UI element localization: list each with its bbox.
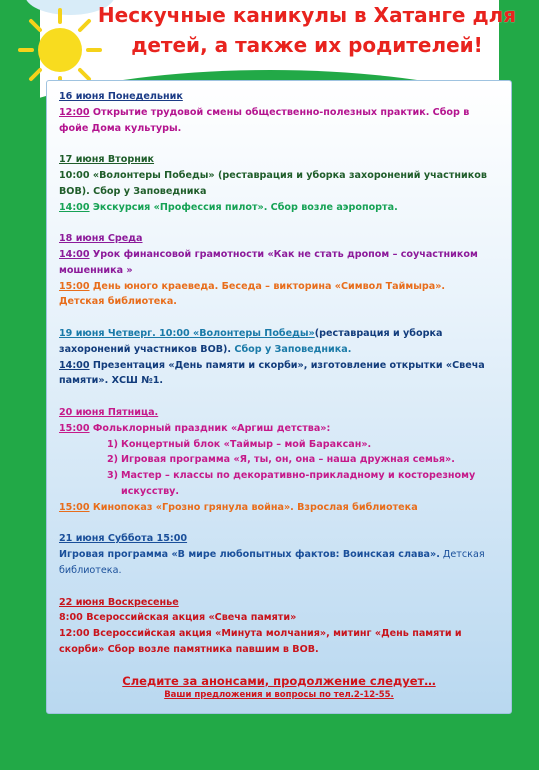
day-21 [59,531,499,578]
time-label: 12:00 [59,106,90,118]
schedule-line [59,547,499,563]
event-text: День юного краеведа. Беседа – викторина «Символ Таймыра». [89,280,446,292]
schedule-line: памяти». ХСШ №1. [59,375,164,387]
event-text: Открытие трудовой смены общественно-полезных практик. Сбор в [89,106,470,118]
schedule-line [59,105,499,121]
event-text: Игровая программа «В мире любопытных фактов: Воинская слава». [59,549,440,561]
day-19 [59,326,499,389]
day-20 [59,405,499,516]
event-text: (реставрация и уборка [314,327,443,339]
schedule-line: мошенника » [59,264,133,276]
event-text: Сбор у Заповедника. [234,343,352,355]
schedule-line [59,358,499,374]
title-line-1: Нескучные каникулы в Хатанге для [97,3,517,27]
list-item: 1) Концертный блок «Таймыр – мой Бараксан». [107,438,372,450]
footer-contact: Ваши предложения и вопросы по тел.2-12-55. [164,690,394,700]
footer-announcement: Следите за анонсами, продолжение следует… [122,674,436,688]
event-text: Кинопоказ «Грозно грянула война». Взрослая библиотека [89,501,418,513]
day-heading: 16 июня Понедельник [59,91,183,102]
schedule-line: Детская библиотека. [59,296,177,308]
schedule-line [59,342,499,358]
list-item: 3) Мастер – классы по декоративно-прикладному и косторезному [107,470,476,482]
day-22 [59,595,499,658]
schedule-line [59,279,499,295]
day-heading: 18 июня Среда [59,233,143,245]
event-text: Урок финансовой грамотности «Как не стать дропом – соучастником [89,248,478,260]
day-16 [59,89,499,136]
event-text: захоронений участников ВОВ). [59,343,235,355]
schedule-line [59,500,499,516]
list-item: 2) Игровая программа «Я, ты, он, она – наша дружная семья». [107,454,455,466]
time-label: 15:00 [59,501,90,513]
day-heading: 19 июня Четверг. 10:00 [59,327,190,339]
day-17 [59,152,499,215]
schedule-line: 10:00 «Волонтеры Победы» (реставрация и уборка захоронений участников [59,169,487,181]
event-text: Детская [439,549,485,561]
event-text: Презентация «День памяти и скорби», изготовление открытки «Свеча [89,359,485,371]
green-left-border [0,0,40,720]
event-text: Экскурсия «Профессия пилот». Сбор возле аэропорта. [89,201,398,213]
footer [47,673,511,701]
event-text: Фольклорный праздник «Аргиш детства»: [89,422,331,434]
title-line-2: детей, а также их родителей! [131,33,483,57]
list-item-continuation: искусству. [121,485,180,497]
schedule-panel [46,80,512,714]
day-heading: 21 июня Суббота 15:00 [59,533,188,545]
schedule-line: ВОВ). Сбор у Заповедника [59,185,207,197]
page-title [92,0,522,60]
time-label: 14:00 [59,248,90,260]
day-heading: 22 июня Воскресенье [59,596,179,608]
day-heading: 17 июня Вторник [59,154,155,166]
time-label: 15:00 [59,280,90,292]
schedule-line: фойе Дома культуры. [59,122,182,134]
event-text: «Волонтеры Победы» [189,327,315,339]
time-label: 14:00 [59,359,90,371]
program-list [59,437,499,500]
schedule-line: скорби» Сбор возле памятника павшим в ВОВ. [59,643,319,655]
schedule-line [59,247,499,263]
schedule-line [59,421,499,437]
schedule-line: библиотека. [59,564,122,576]
time-label: 14:00 [59,201,90,213]
day-heading: 20 июня Пятница. [59,406,159,418]
schedule-line: 12:00 Всероссийская акция «Минута молчания», митинг «День памяти и [59,628,462,640]
schedule-line [59,200,499,216]
schedule-line [59,326,499,342]
schedule-line: 8:00 Всероссийская акция «Свеча памяти» [59,612,297,624]
time-label: 15:00 [59,422,90,434]
day-18 [59,231,499,310]
